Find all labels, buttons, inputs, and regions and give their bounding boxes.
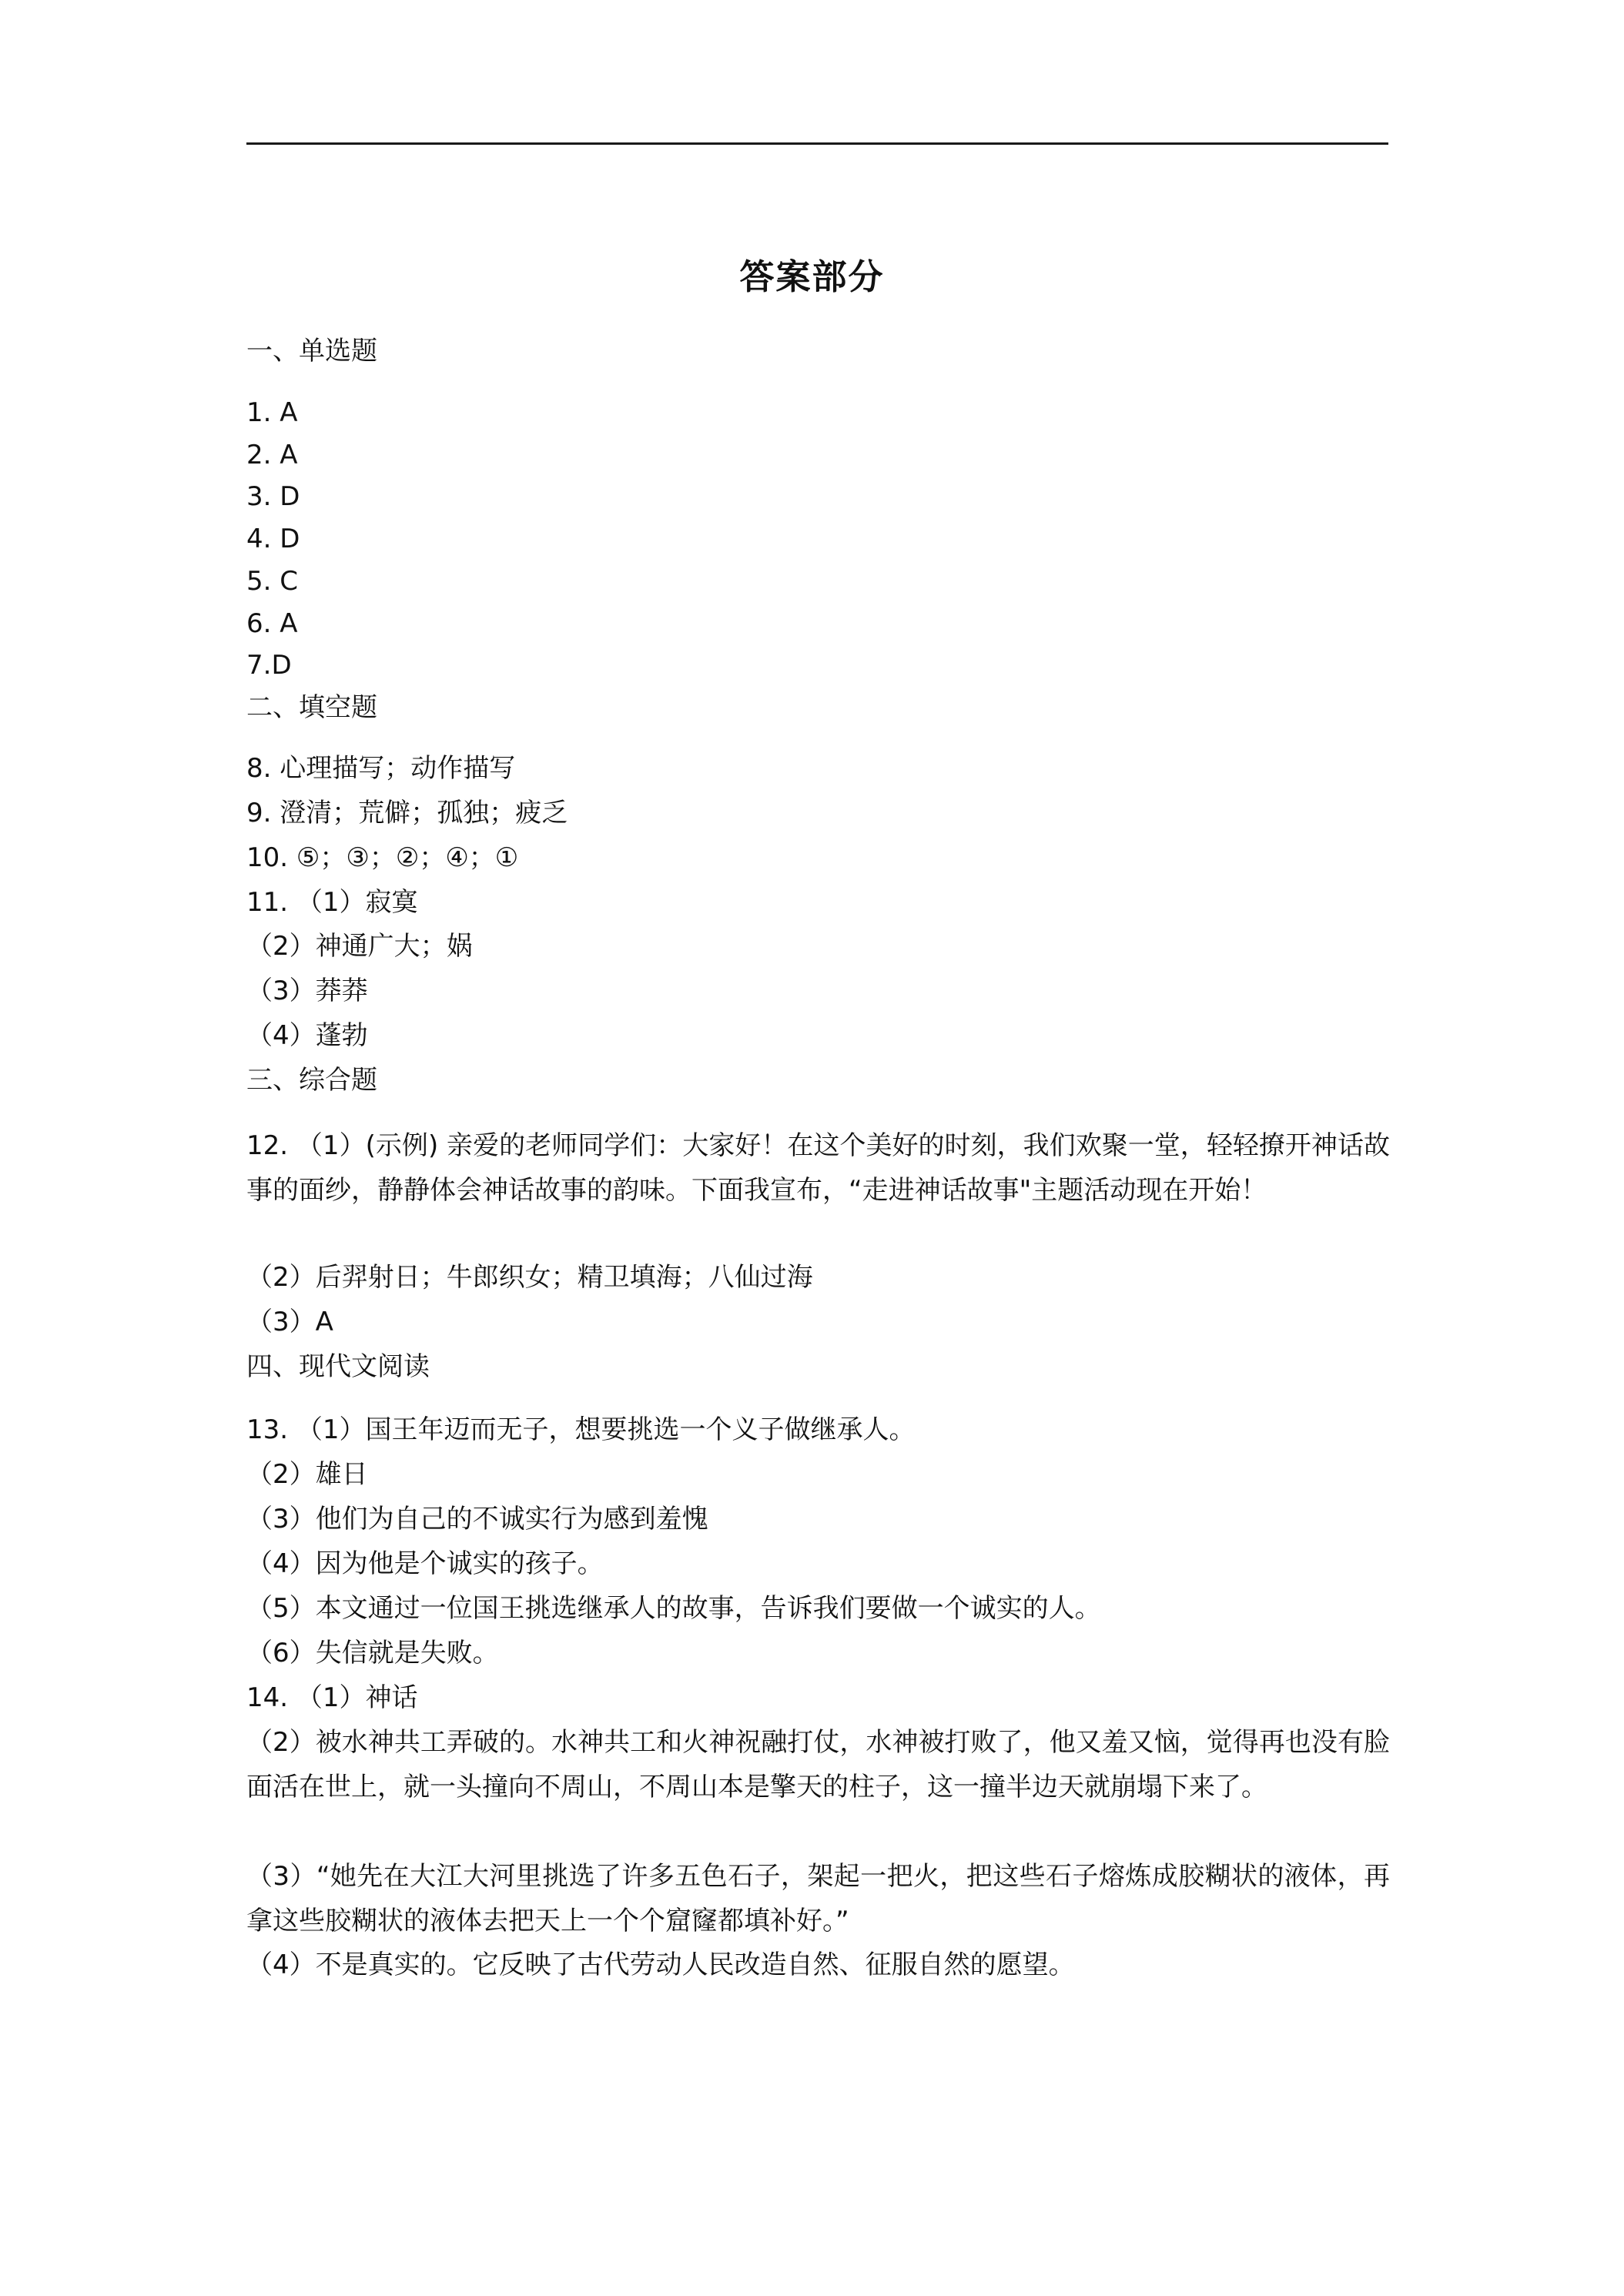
answer-13-part-1: 13. （1）国王年迈而无子，想要挑选一个义子做继承人。 [246,1414,916,1445]
section-heading-single-choice: 一、单选题 [246,336,377,366]
answer-14-part-2: （2）被水神共工弄破的。水神共工和火神祝融打仗，水神被打败了，他又羞又恼，觉得再也没有脸面活在世上，就一头撞向不周山，不周山本是擎天的柱子，这一撞半边天就崩塌下来了。 [246,1727,1390,1802]
answer-13-part-3: （3）他们为自己的不诚实行为感到羞愧 [246,1504,708,1535]
answer-1: 1. A [246,397,298,428]
answer-13-part-4: （4）因为他是个诚实的孩子。 [246,1548,604,1579]
answer-11-part-4: （4）蓬勃 [246,1020,368,1051]
answer-12-part-1: 12. （1）(示例) 亲爱的老师同学们：大家好！在这个美好的时刻，我们欢聚一堂，轻轻撩开神话故事的面纱，静静体会神话故事的韵味。下面我宣布，“走进神话故事"主题活动现在开始！ [246,1130,1390,1206]
header-rule [246,142,1388,145]
answer-2: 2. A [246,440,298,470]
section-heading-comprehensive: 三、综合题 [246,1065,377,1096]
answer-11-part-3: （3）莽莽 [246,976,368,1006]
answer-10: 10. ⑤；③；②；④；① [246,842,519,873]
section-heading-fill-blank: 二、填空题 [246,692,377,723]
answer-3: 3. D [246,481,300,512]
answer-11-part-1: 11. （1）寂寞 [246,887,418,918]
answer-14-part-4: （4）不是真实的。它反映了古代劳动人民改造自然、征服自然的愿望。 [246,1950,1075,1980]
answer-14-part-3: （3）“她先在大江大河里挑选了许多五色石子，架起一把火，把这些石子熔炼成胶糊状的液体，再拿这些胶糊状的液体去把天上一个个窟窿都填补好。” [246,1861,1390,1936]
answer-13-part-5: （5）本文通过一位国王挑选继承人的故事，告诉我们要做一个诚实的人。 [246,1593,1101,1624]
answer-7: 7.D [246,650,292,681]
answer-6: 6. A [246,608,298,639]
section-heading-modern-reading: 四、现代文阅读 [246,1351,430,1382]
page-title: 答案部分 [739,256,885,297]
answer-12-part-2: （2）后羿射日；牛郎织女；精卫填海；八仙过海 [246,1262,813,1293]
answer-4: 4. D [246,524,300,554]
answer-11-part-2: （2）神通广大；娲 [246,931,473,962]
answer-8: 8. 心理描写；动作描写 [246,753,516,784]
answer-13-part-6: （6）失信就是失败。 [246,1638,499,1668]
answer-14-part-1: 14. （1）神话 [246,1682,418,1713]
answer-13-part-2: （2）雄日 [246,1459,368,1490]
answer-5: 5. C [246,566,298,597]
answer-9: 9. 澄清；荒僻；孤独；疲乏 [246,798,568,828]
answer-12-part-3: （3）A [246,1307,333,1337]
